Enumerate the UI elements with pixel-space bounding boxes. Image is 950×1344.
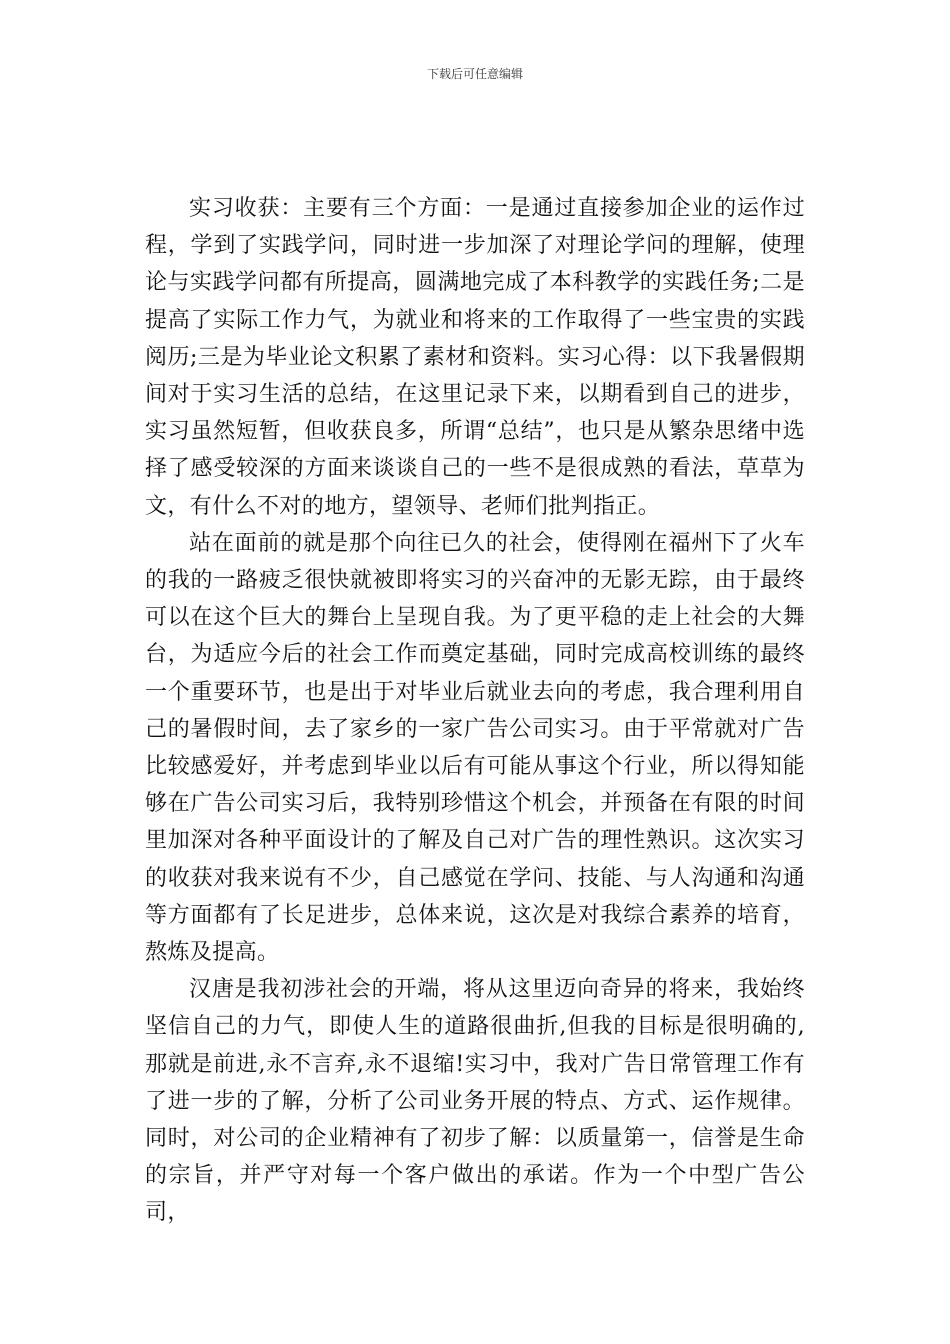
page-header: 下载后可任意编辑: [426, 67, 523, 81]
paragraph: 站在面前的就是那个向往已久的社会，使得刚在福州下了火车的我的一路疲乏很快就被即将实习的兴奋冲的无影无踪，由于最终可以在这个巨大的舞台上呈现自我。为了更平稳的走上社会的大舞台，为适应今后的社会工作而奠定基础，同时完成高校训练的最终一个重要环节，也是出于对毕业后就业去向的考虑，我合理利用自己的暑假时间，去了家乡的一家广告公司实习。由于平常就对广告比较感爱好，并考虑到毕业以后有可能从事这个行业，所以得知能够在广告公司实习后，我特别珍惜这个机会，并预备在有限的时间里加深对各种平面设计的了解及自己对广告的理性熟识。这次实习的收获对我来说有不少，自己感觉在学问、技能、与人沟通和沟通等方面都有了长足进步，总体来说，这次是对我综合素养的培育，熬炼及提高。: [145, 530, 805, 966]
paragraph: 汉唐是我初涉社会的开端，将从这里迈向奇异的将来，我始终坚信自己的力气，即使人生的道路很曲折,但我的目标是很明确的,那就是前进,永不言弃,永不退缩!实习中，我对广告日常管理工作有了进一步的了解，分析了公司业务开展的特点、方式、运作规律。同时，对公司的企业精神有了初步了解：以质量第一，信誉是生命的宗旨，并严守对每一个客户做出的承诺。作为一个中型广告公司，: [145, 977, 805, 1226]
document-body: [145, 190, 805, 1232]
paragraph: 实习收获：主要有三个方面：一是通过直接参加企业的运作过程，学到了实践学问，同时进一步加深了对理论学问的理解，使理论与实践学问都有所提高，圆满地完成了本科教学的实践任务;二是提高了实际工作力气，为就业和将来的工作取得了一些宝贵的实践阅历;三是为毕业论文积累了素材和资料。实习心得：以下我暑假期间对于实习生活的总结，在这里记录下来，以期看到自己的进步，实习虽然短暂，但收获良多，所谓“总结”，也只是从繁杂思绪中选择了感受较深的方面来谈谈自己的一些不是很成熟的看法，草草为文，有什么不对的地方，望领导、老师们批判指正。: [145, 196, 805, 519]
